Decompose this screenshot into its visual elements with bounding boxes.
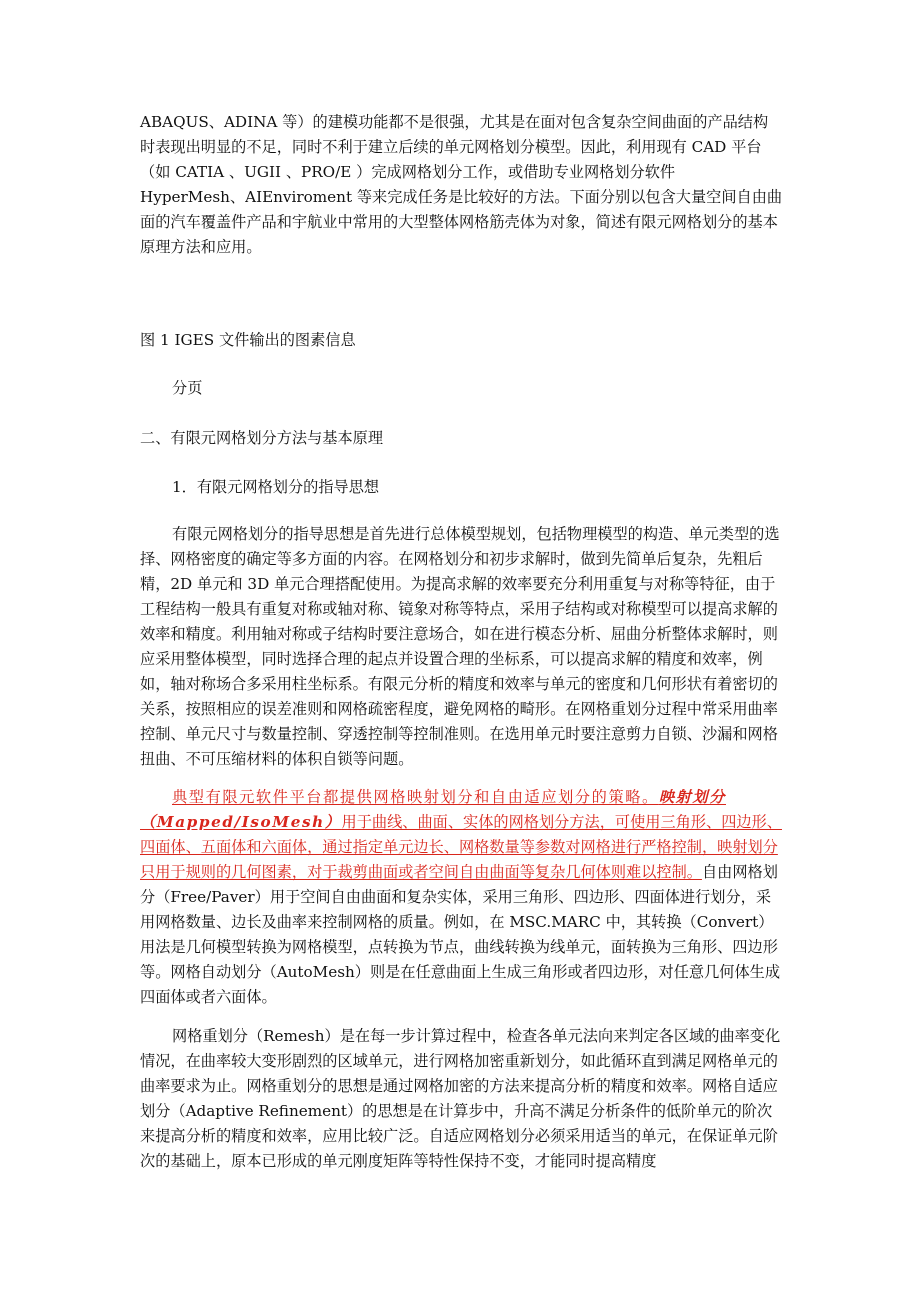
figure-caption: 图 1 IGES 文件输出的图素信息: [140, 331, 356, 349]
free-mesh-description: 自由网格划分（Free/Paver）用于空间自由曲面和复杂实体，采用三角形、四边形、四面体进行划分，采用网格数量、边长及曲率来控制网格的质量。例如，在 MSC.MARC 中，其转换（Convert）用法是几何模型转换为网格模型，点转换为节点，曲线转换为线单元，面转换为三角形、四边形等。网格自动划分（AutoMesh）则是在任意曲面上生成三角形或者四边形，对任意几何体生成四面体或者六面体。: [140, 863, 781, 1006]
mapped-mesh-description: 用于曲线、曲面、实体的网格划分方法，可使用三角形、四边形、四面体、五面体和六面体，通过指定单元边长、网格数量等参数对网格进行严格控制，映射划分只用于规则的几何图素，对于裁剪曲面或者空间自由曲面等复杂几何体则难以控制。: [140, 813, 782, 881]
guiding-idea-paragraph: 有限元网格划分的指导思想是首先进行总体模型规划，包括物理模型的构造、单元类型的选择、网格密度的确定等多方面的内容。在网格划分和初步求解时，做到先简单后复杂，先粗后精，2D 单元和 3D 单元合理搭配使用。为提高求解的效率要充分利用重复与对称等特征，由于工程结构一般具有重复对称或轴对称、镜象对称等特点，采用子结构或对称模型可以提高求解的效率和精度。利用轴对称或子结构时要注意场合，如在进行模态分析、屈曲分析整体求解时，则应采用整体模型，同时选择合理的起点并设置合理的坐标系，可以提高求解的精度和效率，例如，轴对称场合多采用柱坐标系。有限元分析的精度和效率与单元的密度和几何形状有着密切的关系，按照相应的误差准则和网格疏密程度，避免网格的畸形。在网格重划分过程中常采用曲率控制、单元尺寸与数量控制、穿透控制等控制准则。在选用单元时要注意剪力自锁、沙漏和网格扭曲、不可压缩材料的体积自锁等问题。: [140, 525, 780, 768]
subsection-heading: 1．有限元网格划分的指导思想: [172, 478, 380, 496]
intro-paragraph: ABAQUS、ADINA 等）的建模功能都不是很强，尤其是在面对包含复杂空间曲面的产品结构时表现出明显的不足，同时不利于建立后续的单元网格划分模型。因此，利用现有 CAD 平台（如 CATIA 、UGII 、PRO/E ）完成网格划分工作，或借助专业网格划分软件 HyperMesh、AIEnviroment 等来完成任务是比较好的方法。下面分别以包含大量空间自由曲面的汽车覆盖件产品和宇航业中常用的大型整体网格筋壳体为对象，简述有限元网格划分的基本原理方法和应用。: [140, 113, 783, 256]
remesh-paragraph: 网格重划分（Remesh）是在每一步计算过程中，检查各单元法向来判定各区域的曲率变化情况，在曲率较大变形剧烈的区域单元，进行网格加密重新划分，如此循环直到满足网格单元的曲率要求为止。网格重划分的思想是通过网格加密的方法来提高分析的精度和效率。网格自适应划分（Adaptive Refinement）的思想是在计算步中，升高不满足分析条件的低阶单元的阶次来提高分析的精度和效率，应用比较广泛。自适应网格划分必须采用适当的单元，在保证单元阶次的基础上，原本已形成的单元刚度矩阵等特性保持不变，才能同时提高精度: [140, 1027, 781, 1170]
meshing-strategy-paragraph: [140, 785, 783, 1010]
strategy-highlight-intro: 典型有限元软件平台都提供网格映射划分和自由适应划分的策略。: [172, 788, 659, 806]
section-heading: 二、有限元网格划分方法与基本原理: [140, 429, 383, 447]
mapped-mesh-term: 映射划分（Mapped/IsoMesh）: [140, 788, 726, 831]
page-break-label: 分页: [172, 379, 203, 397]
